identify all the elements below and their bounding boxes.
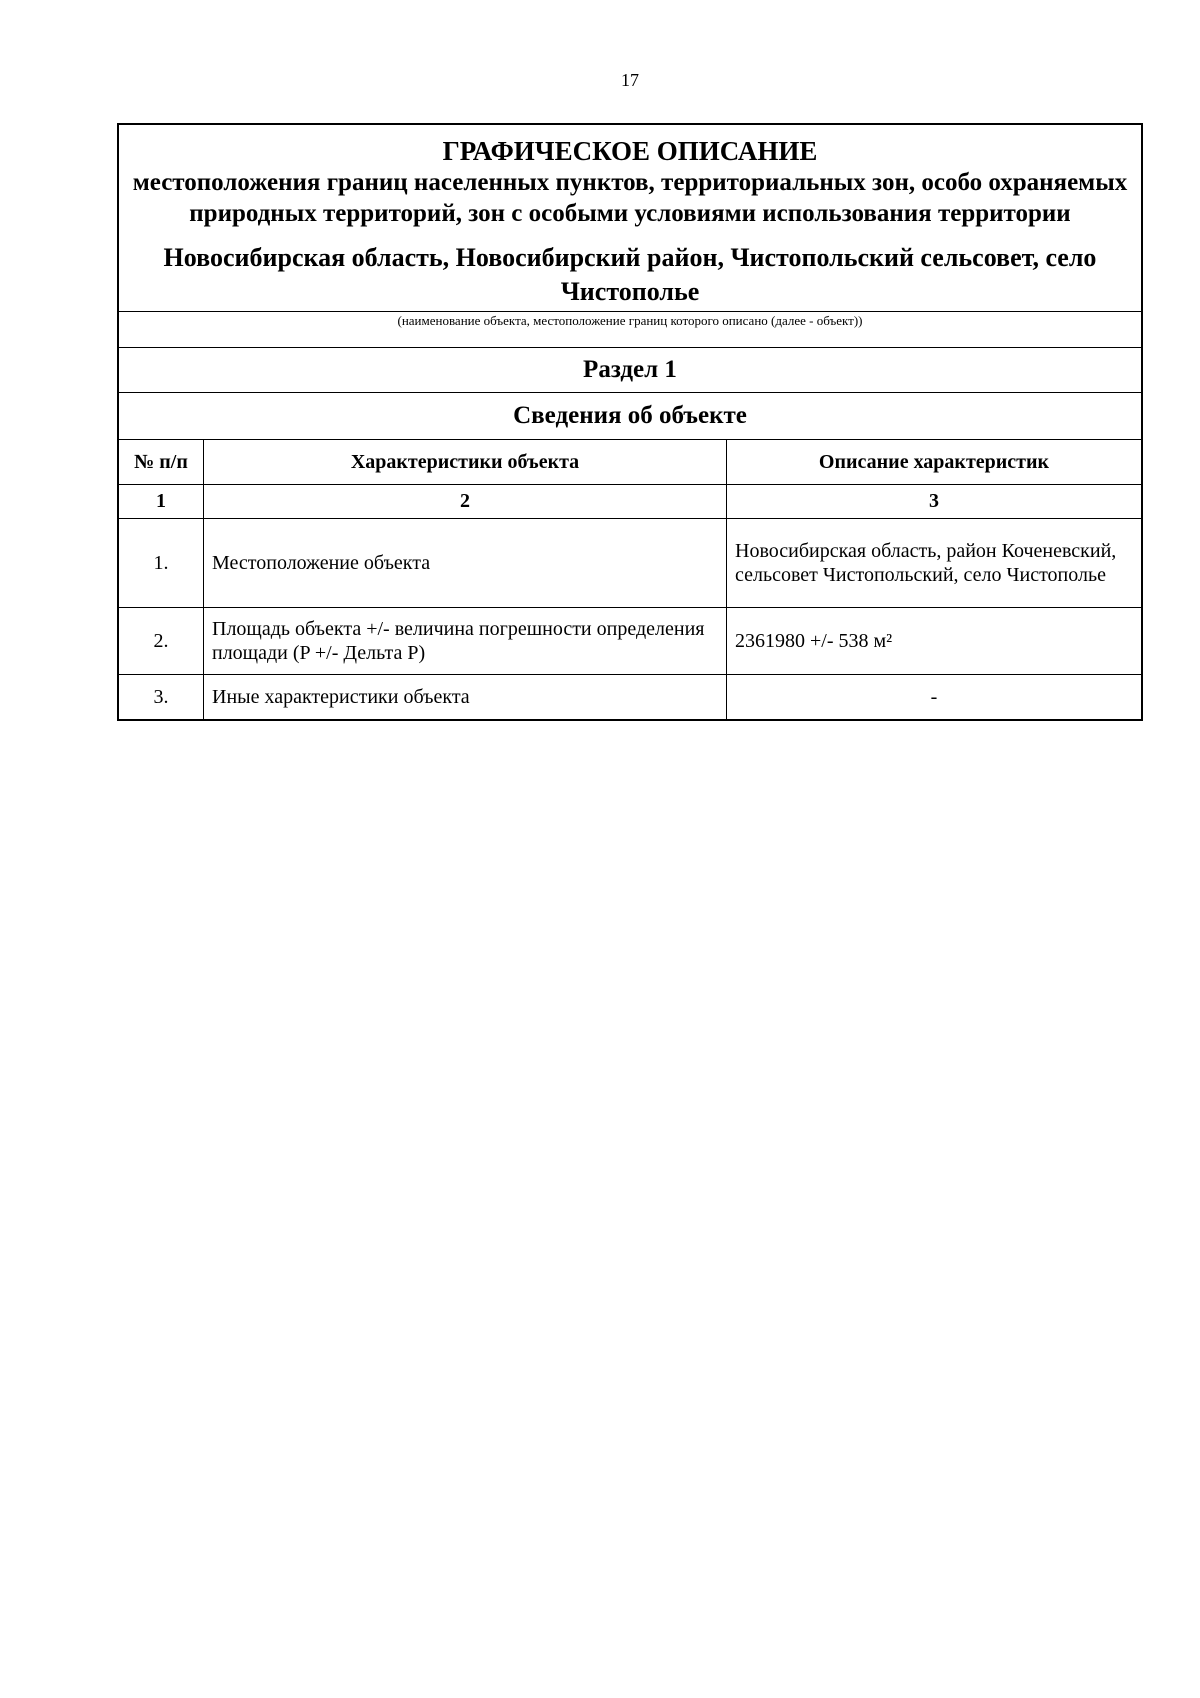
row-description: - xyxy=(727,675,1142,720)
row-characteristic: Площадь объекта +/- величина погрешности определения площади (P +/- Дельта P) xyxy=(204,608,727,675)
section-label: Раздел 1 xyxy=(119,348,1141,393)
row-number: 3. xyxy=(119,675,204,720)
graphic-description-sheet xyxy=(117,123,1143,721)
object-caption xyxy=(119,312,1141,348)
index-cell: 2 xyxy=(204,485,727,519)
row-description: 2361980 +/- 538 м² xyxy=(727,608,1142,675)
column-header-number: № п/п xyxy=(119,440,204,485)
table-row xyxy=(119,675,1141,720)
section-title: Сведения об объекте xyxy=(119,393,1141,440)
row-characteristic: Местоположение объекта xyxy=(204,519,727,608)
column-header-characteristic: Характеристики объекта xyxy=(204,440,727,485)
document-header xyxy=(119,125,1141,312)
document-subtitle: местоположения границ населенных пунктов, территориальных зон, особо охраняемых природных территорий, зон с особыми условиями использования территории xyxy=(132,169,1128,227)
document-title: ГРАФИЧЕСКОЕ ОПИСАНИЕ xyxy=(442,136,818,166)
table-row xyxy=(119,608,1141,675)
object-info-table xyxy=(119,440,1141,719)
index-cell: 1 xyxy=(119,485,204,519)
table-header-row xyxy=(119,440,1141,485)
object-caption-text: (наименование объекта, местоположение границ которого описано (далее - объект)) xyxy=(397,313,863,328)
index-cell: 3 xyxy=(727,485,1142,519)
row-number: 1. xyxy=(119,519,204,608)
row-number: 2. xyxy=(119,608,204,675)
row-characteristic: Иные характеристики объекта xyxy=(204,675,727,720)
table-index-row xyxy=(119,485,1141,519)
page-number: 17 xyxy=(621,70,639,90)
table-row xyxy=(119,519,1141,608)
object-name: Новосибирская область, Новосибирский район, Чистопольский сельсовет, село Чистополье xyxy=(163,243,1097,306)
column-header-description: Описание характеристик xyxy=(727,440,1142,485)
row-description: Новосибирская область, район Коченевский, сельсовет Чистопольский, село Чистополье xyxy=(727,519,1142,608)
